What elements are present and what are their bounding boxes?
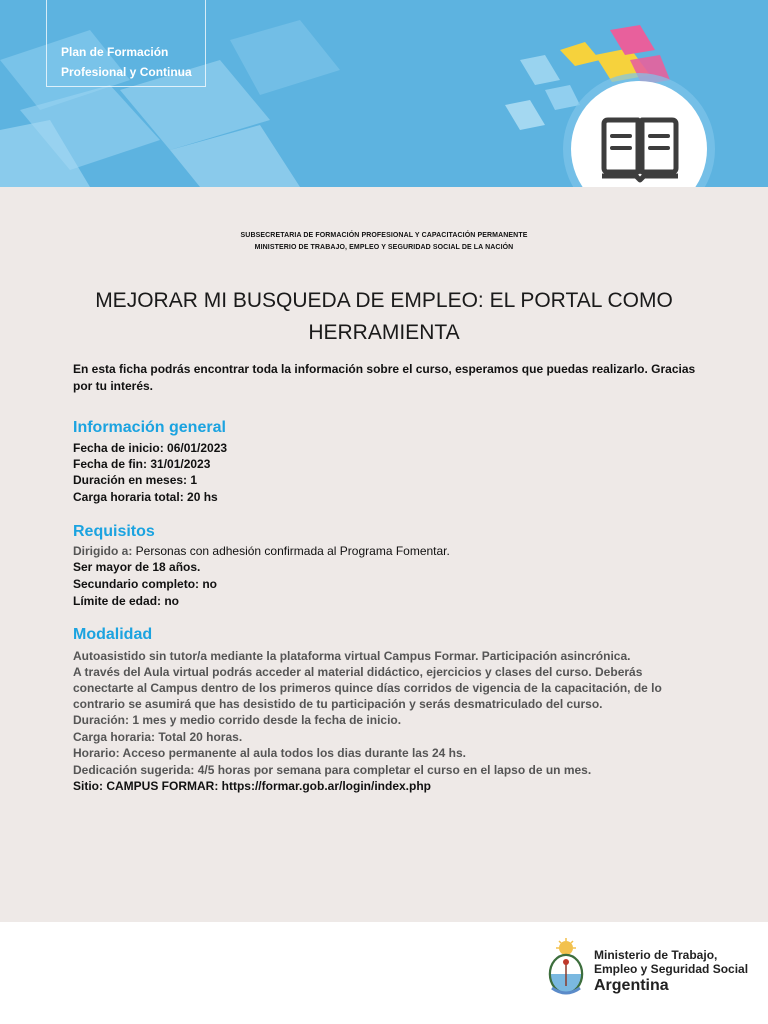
target-audience-value: Personas con adhesión confirmada al Programa Fomentar. [132, 544, 450, 558]
book-icon [598, 114, 682, 184]
intro-line1: En esta ficha podrás encontrar toda la información sobre el curso, esperamos que puedas realizarlo. Gracias [73, 362, 696, 376]
plan-title-line1: Plan de Formación [61, 45, 169, 59]
course-title-line1: MEJORAR MI BUSQUEDA DE EMPLEO: EL PORTAL COMO [95, 289, 673, 312]
plan-title [61, 42, 192, 82]
modality-dedication: Dedicación sugerida: 4/5 horas por semana para completar el curso en el lapso de un mes. [73, 763, 592, 777]
modality-load: Carga horaria: Total 20 horas. [73, 730, 243, 744]
end-date: Fecha de fin: 31/01/2023 [73, 457, 211, 471]
requirements-heading: Requisitos [73, 523, 155, 540]
plan-title-line2: Profesional y Continua [61, 65, 192, 79]
modality-heading: Modalidad [73, 626, 153, 643]
intro-text [73, 361, 703, 395]
modality-duration: Duración: 1 mes y medio corrido desde la fecha de inicio. [73, 713, 402, 727]
modality-line3: conectarte al Campus dentro de los primeros quince días corridos de vigencia de la capacitación, de lo [73, 681, 662, 695]
target-audience-label: Dirigido a: [73, 544, 133, 558]
modality-schedule: Horario: Acceso permanente al aula todos los dias durante las 24 hs. [73, 746, 467, 760]
coat-of-arms-icon [544, 938, 588, 998]
campus-site-link[interactable]: Sitio: CAMPUS FORMAR: https://formar.gob.ar/login/index.php [73, 779, 431, 793]
target-audience [73, 543, 450, 559]
modality-line4: contrario se asumirá que has desistido de tu participación y serás desmatriculado del curso. [73, 697, 603, 711]
ministry-line3: Argentina [594, 977, 669, 994]
general-info-heading: Información general [73, 419, 226, 436]
intro-line2: por tu interés. [73, 379, 154, 393]
course-sheet [0, 187, 768, 922]
modality-line2: A través del Aula virtual podrás acceder al material didáctico, ejercicios y clases del curso. Deberás [73, 665, 643, 679]
course-title [60, 285, 708, 349]
age-requirement: Ser mayor de 18 años. [73, 560, 201, 574]
subheader-line1: SUBSECRETARIA DE FORMACIÓN PROFESIONAL Y CAPACITACIÓN PERMANENTE [240, 232, 528, 239]
start-date: Fecha de inicio: 06/01/2023 [73, 441, 228, 455]
course-title-line2: HERRAMIENTA [308, 321, 460, 344]
ministry-line1: Ministerio de Trabajo, [594, 948, 718, 962]
duration-months: Duración en meses: 1 [73, 473, 198, 487]
age-limit: Límite de edad: no [73, 594, 180, 608]
ministry-logo-text [594, 948, 748, 996]
secondary-requirement: Secundario completo: no [73, 577, 218, 591]
header-banner [0, 0, 768, 187]
modality-line1: Autoasistido sin tutor/a mediante la plataforma virtual Campus Formar. Participación asincrónica. [73, 649, 631, 663]
subheader-line2: MINISTERIO DE TRABAJO, EMPLEO Y SEGURIDAD SOCIAL DE LA NACIÓN [254, 244, 514, 251]
ministry-line2: Empleo y Seguridad Social [594, 962, 749, 976]
total-hours: Carga horaria total: 20 hs [73, 490, 218, 504]
subsecretaria-heading [0, 230, 768, 254]
